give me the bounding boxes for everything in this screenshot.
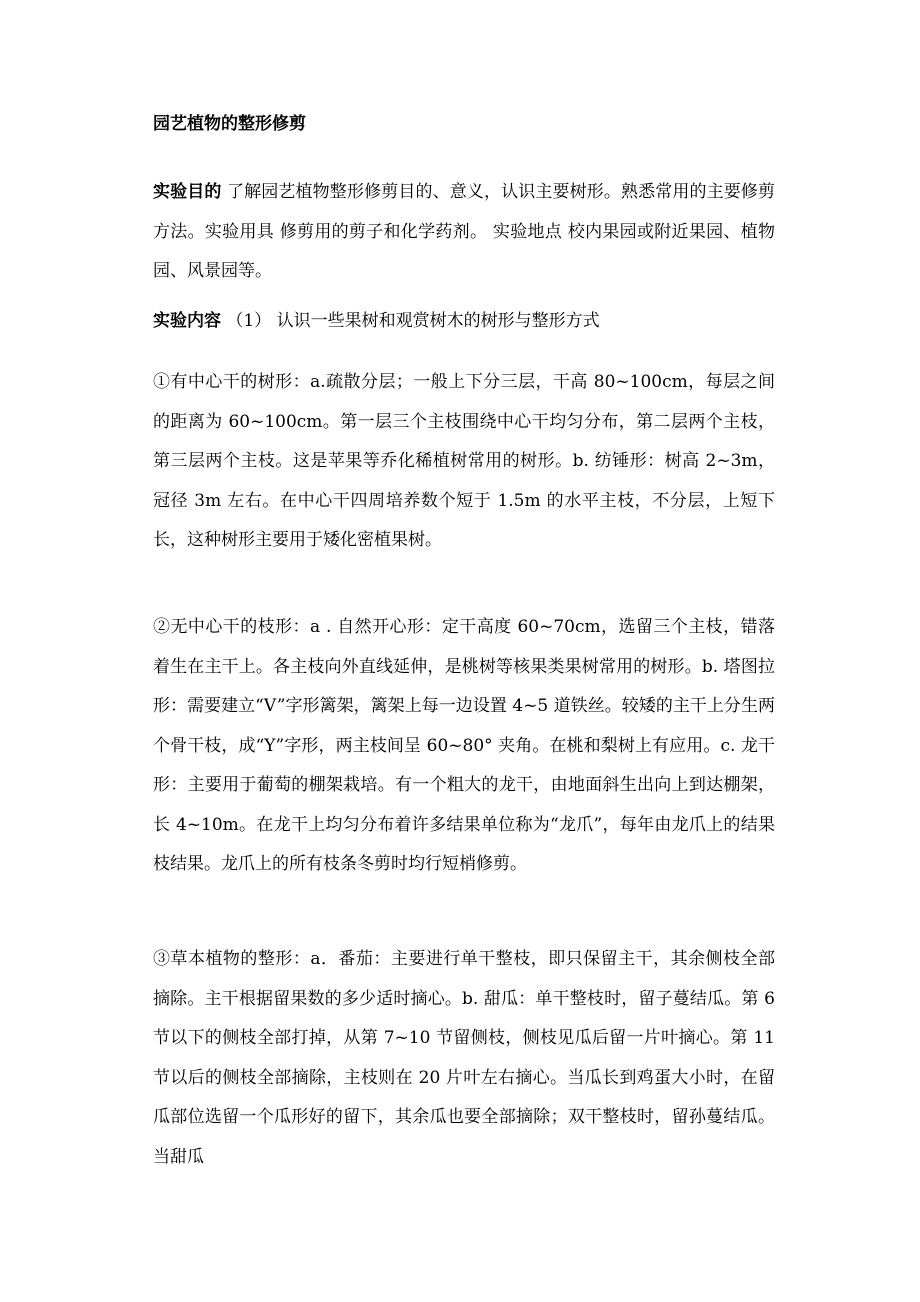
content-text: （1） 认识一些果树和观赏树木的树形与整形方式: [221, 311, 600, 331]
paragraph-content: [153, 302, 775, 342]
paragraph-central-leader: ①有中心干的树形：a.疏散分层；一般上下分三层，干高 80~100cm，每层之间的距离为 60~100cm。第一层三个主枝围绕中心干均匀分布，第二层两个主枝，第三层两个主枝。这是苹果等乔化稀植树常用的树形。b. 纺锤形：树高 2~3m，冠径 3m 左右。在中心干四周培养数个短于 1.5m 的水平主枝，不分层，上短下长，这种树形主要用于矮化密植果树。: [153, 372, 775, 550]
paragraph-herbaceous: ③草本植物的整形：a．番茄：主要进行单干整枝，即只保留主干，其余侧枝全部摘除。主干根据留果数的多少适时摘心。b. 甜瓜：单干整枝时，留子蔓结瓜。第 6 节以下的侧枝全部打掉，从第 7~10 节留侧枝，侧枝见瓜后留一片叶摘心。第 11 节以后的侧枝全部摘除，主枝则在 20 片叶左右摘心。当瓜长到鸡蛋大小时，在留瓜部位选留一个瓜形好的留下，其余瓜也要全部摘除；双干整枝时，留孙蔓结瓜。当甜瓜: [153, 949, 775, 1167]
purpose-label: 实验目的: [153, 182, 222, 202]
content-label: 实验内容: [153, 311, 221, 331]
purpose-text: 了解园艺植物整形修剪目的、意义，认识主要树形。熟悉常用的主要修剪方法。实验用具 修剪用的剪子和化学药剂。 实验地点 校内果园或附近果园、植物园、风景园等。: [153, 182, 776, 281]
paragraph-open-center: ②无中心干的枝形：a . 自然开心形：定干高度 60~70cm，选留三个主枝，错落着生在主干上。各主枝向外直线延伸，是桃树等核果类果树常用的树形。b. 塔图拉形：需要建立“V”字形篱架，篱架上每一边设置 4~5 道铁丝。较矮的主干上分生两个骨干枝，成“Y”字形，两主枝间呈 60~80° 夹角。在桃和梨树上有应用。c. 龙干形：主要用于葡萄的棚架栽培。有一个粗大的龙干，由地面斜生出向上到达棚架，长 4~10m。在龙干上均匀分布着许多结果单位称为“龙爪”，每年由龙爪上的结果枝结果。龙爪上的所有枝条冬剪时均行短梢修剪。: [153, 617, 775, 874]
document-title: 园艺植物的整形修剪: [153, 114, 306, 134]
paragraph-purpose: [153, 173, 775, 292]
